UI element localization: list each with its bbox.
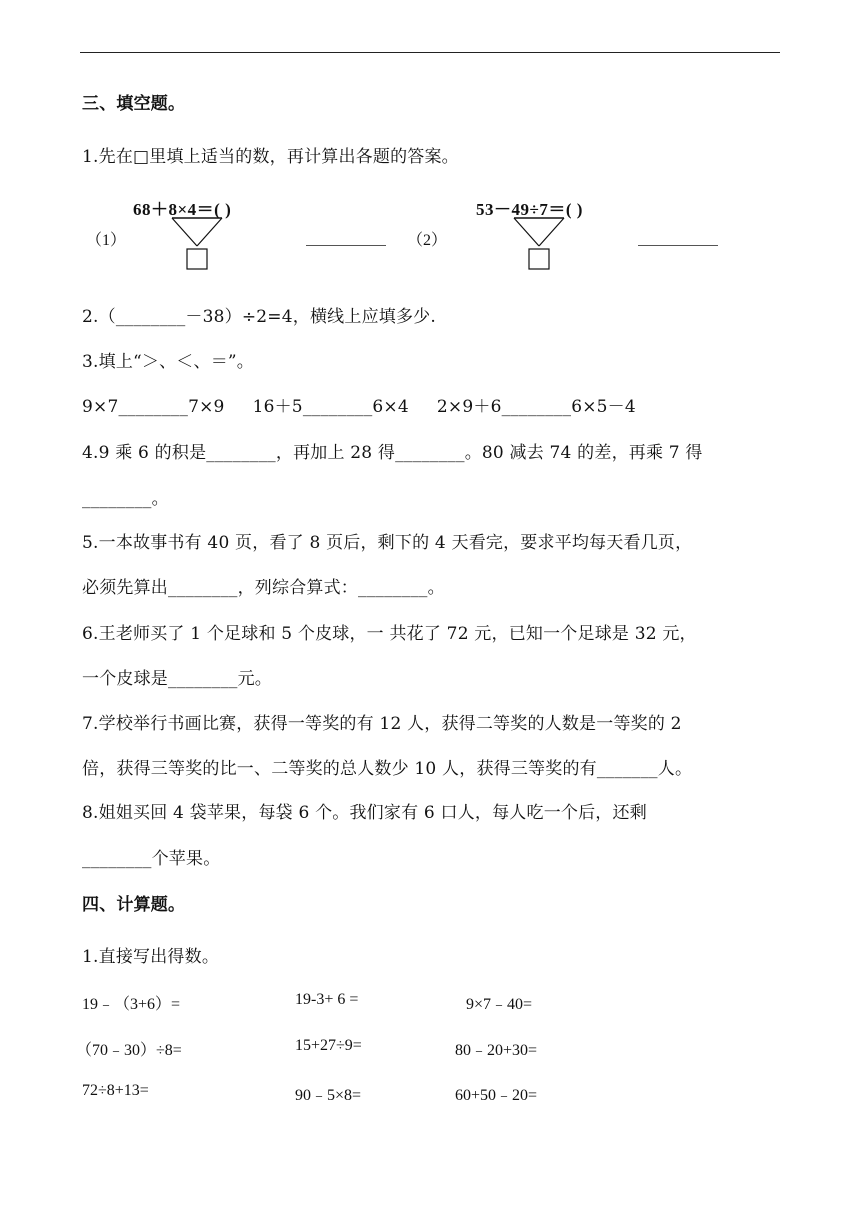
question-5-line-2: 必须先算出________，列综合算式：________。 (82, 578, 445, 598)
calc-item: 90﹣5×8= (295, 1087, 362, 1104)
item-2-label: （2） (407, 232, 448, 249)
question-8-line-1: 8.姐姐买回 4 袋苹果，每袋 6 个。我们家有 6 口人，每人吃一个后，还剩 (82, 803, 647, 823)
calc-item: 19﹣（3+6）= (82, 996, 181, 1013)
calc-item: 19-3+ 6 = (295, 991, 359, 1008)
calc-item: 80﹣20+30= (455, 1042, 538, 1059)
calc-item: 9×7﹣40= (466, 996, 533, 1013)
question-4-line-1: 4.9 乘 6 的积是________，再加上 28 得________。80 减去 74 的差，再乘 7 得 (82, 443, 703, 463)
calc-item: 60+50﹣20= (455, 1087, 538, 1104)
question-7-line-1: 7.学校举行书画比赛，获得一等奖的有 12 人，获得二等奖的人数是一等奖的 2 (82, 714, 682, 734)
question-5-line-1: 5.一本故事书有 40 页，看了 8 页后，剩下的 4 天看完，要求平均每天看几页， (82, 533, 693, 553)
question-8-line-2: ________个苹果。 (82, 849, 221, 869)
calc-item: 15+27÷9= (295, 1037, 362, 1054)
item-2-answer-blank (638, 245, 718, 246)
question-6-line-2: 一个皮球是________元。 (82, 669, 272, 689)
question-4-line-2: ________。 (82, 489, 169, 509)
item-1-expression: 68＋8×4＝( ) (133, 200, 232, 219)
item-2-answer-box (529, 249, 549, 269)
calc-question-1-text: 1.直接写出得数。 (82, 947, 220, 967)
item-2-split-diagram (512, 216, 572, 272)
calc-item: （70﹣30）÷8= (76, 1042, 182, 1059)
question-7-line-2: 倍，获得三等奖的比一、二等奖的总人数少 10 人，获得三等奖的有_______人。 (82, 759, 693, 779)
item-1-label: （1） (86, 232, 127, 249)
item-1-split-diagram (170, 216, 230, 272)
question-3-text: 3.填上“＞、＜、＝”。 (82, 352, 255, 372)
calc-item: 72÷8+13= (82, 1082, 149, 1099)
question-3-comparisons: 9×7________7×9 16＋5________6×4 2×9＋6________6×5－4 (82, 397, 636, 417)
item-2-expression: 53－49÷7＝( ) (476, 200, 583, 219)
item-1-answer-blank (306, 245, 386, 246)
item-1-answer-box (187, 249, 207, 269)
section-3-title: 三、填空题。 (82, 94, 186, 114)
question-1-text: 1.先在□里填上适当的数，再计算出各题的答案。 (82, 147, 459, 167)
question-6-line-1: 6.王老师买了 1 个足球和 5 个皮球，一 共花了 72 元，已知一个足球是 32 元， (82, 624, 697, 644)
header-rule (80, 52, 780, 53)
question-2-text: 2.（________－38）÷2=4，横线上应填多少. (82, 307, 436, 327)
section-4-title: 四、计算题。 (82, 895, 186, 915)
